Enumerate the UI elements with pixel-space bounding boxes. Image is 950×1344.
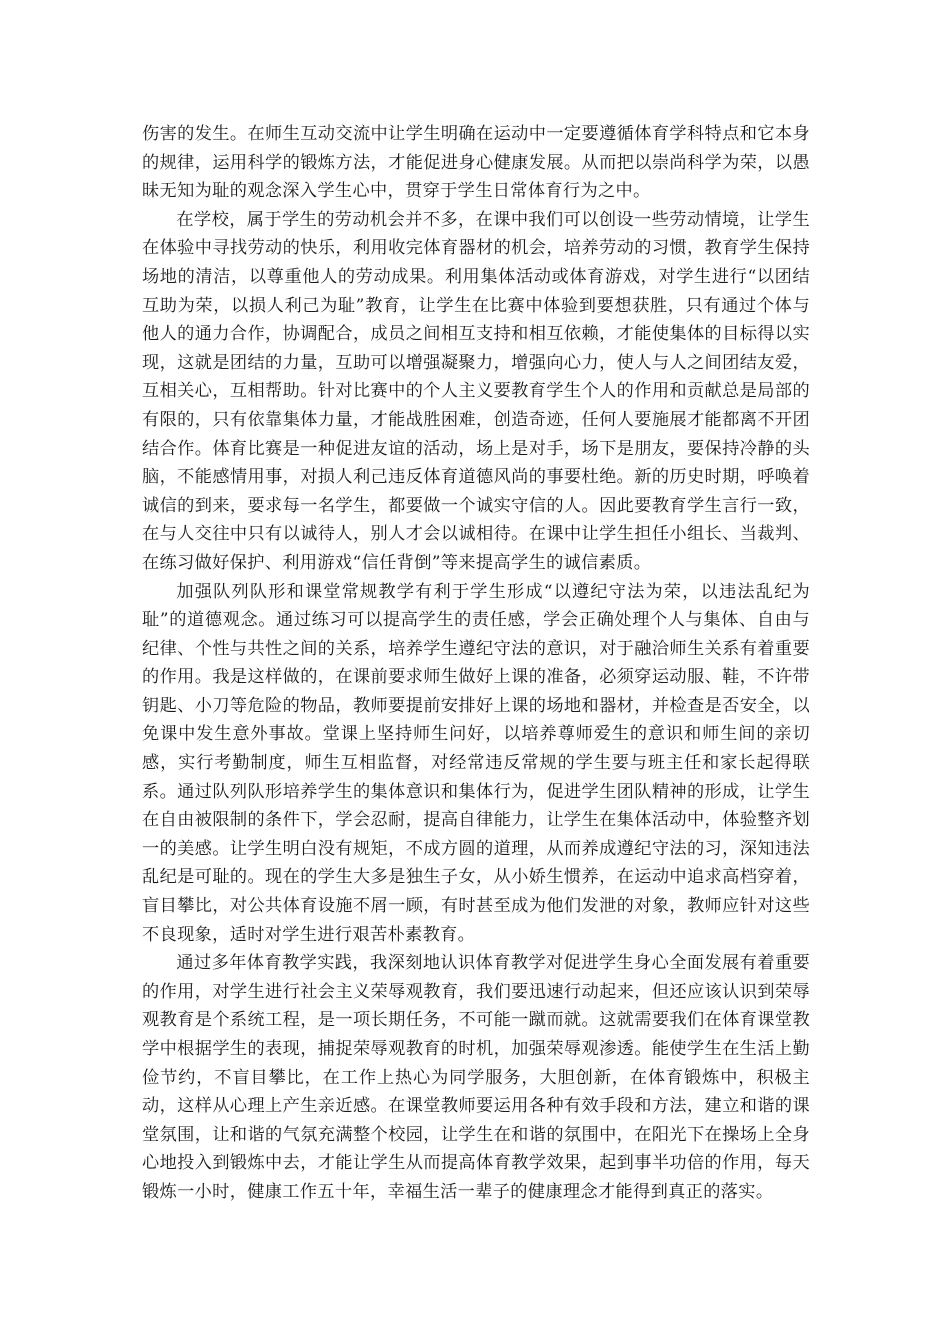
paragraph-2: 在学校，属于学生的劳动机会并不多，在课中我们可以创设一些劳动情境，让学生在体验中寻找劳动的快乐，利用收完体育器材的机会，培养劳动的习惯，教育学生保持场地的清洁，以尊重他人的劳动成果。利用集体活动或体育游戏，对学生进行“以团结互助为荣，以损人利己为耻”教育，让学生在比赛中体验到要想获胜，只有通过个体与他人的通力合作，协调配合，成员之间相互支持和相互依赖，才能使集体的目标得以实现，这就是团结的力量，互助可以增强凝聚力，增强向心力，使人与人之间团结友爱，互相关心，互相帮助。针对比赛中的个人主义要教育学生个人的作用和贡献总是局部的有限的，只有依靠集体力量，才能战胜困难，创造奇迹，任何人要施展才能都离不开团结合作。体育比赛是一种促进友谊的活动，场上是对手，场下是朋友，要保持冷静的头脑，不能感情用事，对损人利己违反体育道德风尚的事要杜绝。新的历史时期，呼唤着诚信的到来，要求每一名学生，都要做一个诚实守信的人。因此要教育学生言行一致，在与人交往中只有以诚待人，别人才会以诚相待。在课中让学生担任小组长、当裁判、在练习做好保护、利用游戏“信任背倒”等来提高学生的诚信素质。 — [142, 209, 810, 573]
paragraph-4: 通过多年体育教学实践，我深刻地认识体育教学对促进学生身心全面发展有着重要的作用，对学生进行社会主义荣辱观教育，我们要迅速行动起来，但还应该认识到荣辱观教育是个系统工程，是一项长期任务，不可能一蹴而就。这就需要我们在体育课堂教学中根据学生的表现，捕捉荣辱观教育的时机，加强荣辱观渗透。能使学生在生活上勤俭节约，不盲目攀比，在工作上热心为同学服务，大胆创新，在体育锻炼中，积极主动，这样从心理上产生亲近感。在课堂教师要运用各种有效手段和方法，建立和谐的课堂氛围，让和谐的气氛充满整个校园，让学生在和谐的氛围中，在阳光下在操场上全身心地投入到锻炼中去，才能让学生从而提高体育教学效果，起到事半功倍的作用，每天锻炼一小时，健康工作五十年，幸福生活一辈子的健康理念才能得到真正的落实。 — [142, 953, 810, 1202]
paragraph-1: 伤害的发生。在师生互动交流中让学生明确在运动中一定要遵循体育学科特点和它本身的规律，运用科学的锻炼方法，才能促进身心健康发展。从而把以崇尚科学为荣，以愚昧无知为耻的观念深入学生心中，贯穿于学生日常体育行为之中。 — [142, 124, 810, 202]
document-page — [142, 120, 810, 1207]
paragraph-3: 加强队列队形和课堂常规教学有利于学生形成“以遵纪守法为荣，以违法乱纪为耻”的道德观念。通过练习可以提高学生的责任感，学会正确处理个人与集体、自由与纪律、个性与共性之间的关系，培养学生遵纪守法的意识，对于融洽师生关系有着重要的作用。我是这样做的，在课前要求师生做好上课的准备，必须穿运动服、鞋，不许带钥匙、小刀等危险的物品，教师要提前安排好上课的场地和器材，并检查是否安全，以免课中发生意外事故。堂课上坚持师生问好，以培养尊师爱生的意识和师生间的亲切感，实行考勤制度，师生互相监督，对经常违反常规的学生要与班主任和家长起得联系。通过队列队形培养学生的集体意识和集体行为，促进学生团队精神的形成，让学生在自由被限制的条件下，学会忍耐，提高自律能力，让学生在集体活动中，体验整齐划一的美感。让学生明白没有规矩，不成方圆的道理，从而养成遵纪守法的习，深知违法乱纪是可耻的。现在的学生大多是独生子女，从小娇生惯养，在运动中追求高档穿着，盲目攀比，对公共体育设施不屑一顾，有时甚至成为他们发泄的对象，教师应针对这些不良现象，适时对学生进行艰苦朴素教育。 — [142, 581, 810, 945]
